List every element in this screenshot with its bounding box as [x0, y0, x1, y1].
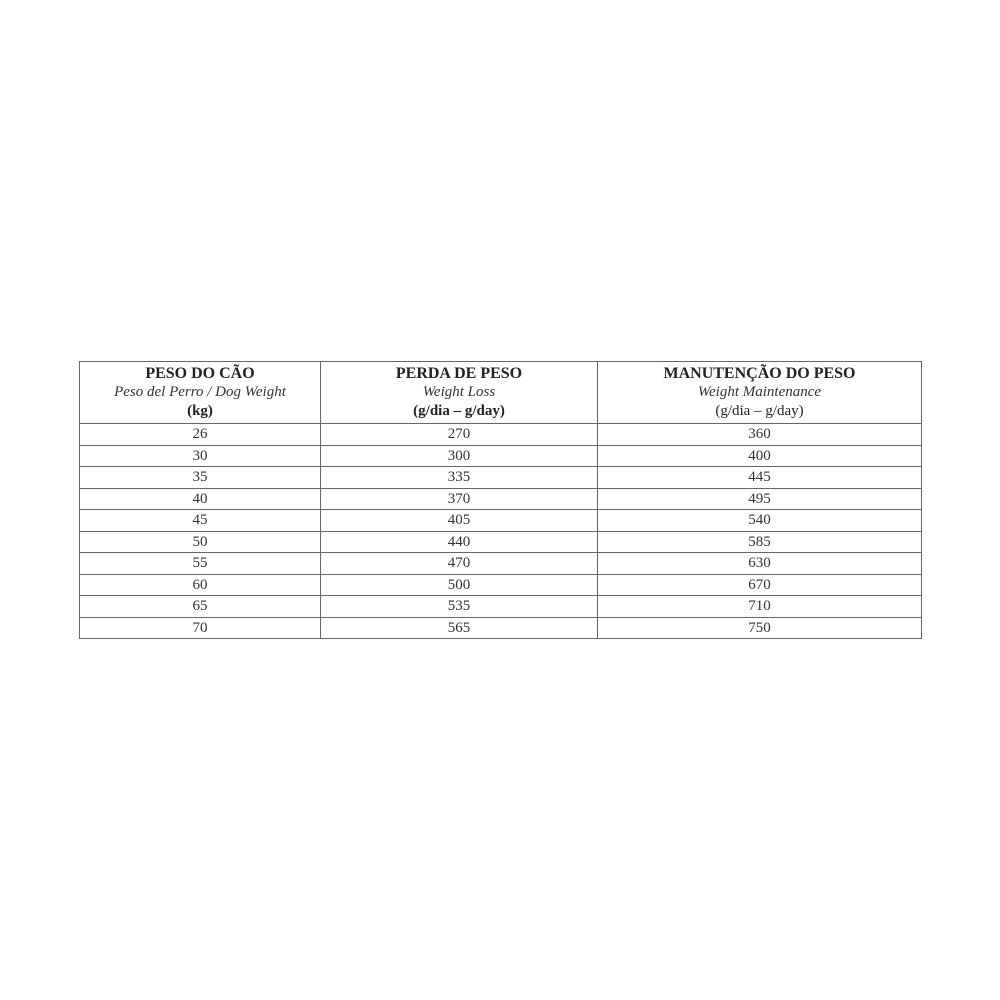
cell-dog-weight: 60: [80, 574, 321, 596]
cell-weight-maintenance: 750: [598, 617, 922, 639]
cell-dog-weight: 30: [80, 445, 321, 467]
feeding-table-container: [79, 361, 921, 639]
header-subtitle: Weight Maintenance: [697, 384, 822, 400]
cell-weight-loss: 300: [321, 445, 598, 467]
header-unit: (kg): [187, 403, 213, 419]
table-row: [80, 574, 922, 596]
cell-dog-weight: 50: [80, 531, 321, 553]
header-unit: (g/dia – g/day): [413, 403, 505, 419]
header-title: PESO DO CÃO: [145, 365, 255, 382]
cell-dog-weight: 40: [80, 488, 321, 510]
cell-weight-maintenance: 445: [598, 467, 922, 489]
table-row: [80, 553, 922, 575]
header-subtitle: Peso del Perro / Dog Weight: [114, 384, 286, 400]
cell-weight-loss: 500: [321, 574, 598, 596]
cell-dog-weight: 65: [80, 596, 321, 618]
header-weight-maintenance: [598, 362, 922, 424]
table-row: [80, 510, 922, 532]
table-header-row: [80, 362, 922, 424]
header-title: MANUTENÇÃO DO PESO: [663, 365, 856, 382]
table-row: [80, 467, 922, 489]
header-unit: (g/dia – g/day): [715, 403, 804, 419]
feeding-table: [79, 361, 922, 639]
cell-weight-loss: 440: [321, 531, 598, 553]
cell-weight-loss: 565: [321, 617, 598, 639]
cell-dog-weight: 45: [80, 510, 321, 532]
cell-dog-weight: 70: [80, 617, 321, 639]
cell-weight-maintenance: 400: [598, 445, 922, 467]
cell-weight-loss: 370: [321, 488, 598, 510]
cell-dog-weight: 26: [80, 424, 321, 446]
table-row: [80, 424, 922, 446]
header-title: PERDA DE PESO: [395, 365, 523, 382]
header-subtitle: Weight Loss: [422, 384, 496, 400]
cell-dog-weight: 35: [80, 467, 321, 489]
cell-weight-maintenance: 360: [598, 424, 922, 446]
cell-weight-maintenance: 585: [598, 531, 922, 553]
cell-weight-loss: 335: [321, 467, 598, 489]
cell-weight-loss: 405: [321, 510, 598, 532]
cell-weight-maintenance: 540: [598, 510, 922, 532]
table-row: [80, 596, 922, 618]
header-weight-loss: [321, 362, 598, 424]
cell-weight-maintenance: 710: [598, 596, 922, 618]
header-dog-weight: [80, 362, 321, 424]
cell-weight-loss: 470: [321, 553, 598, 575]
cell-weight-maintenance: 630: [598, 553, 922, 575]
table-row: [80, 617, 922, 639]
table-row: [80, 488, 922, 510]
cell-weight-maintenance: 670: [598, 574, 922, 596]
cell-weight-loss: 270: [321, 424, 598, 446]
cell-weight-maintenance: 495: [598, 488, 922, 510]
table-row: [80, 531, 922, 553]
cell-weight-loss: 535: [321, 596, 598, 618]
table-row: [80, 445, 922, 467]
cell-dog-weight: 55: [80, 553, 321, 575]
